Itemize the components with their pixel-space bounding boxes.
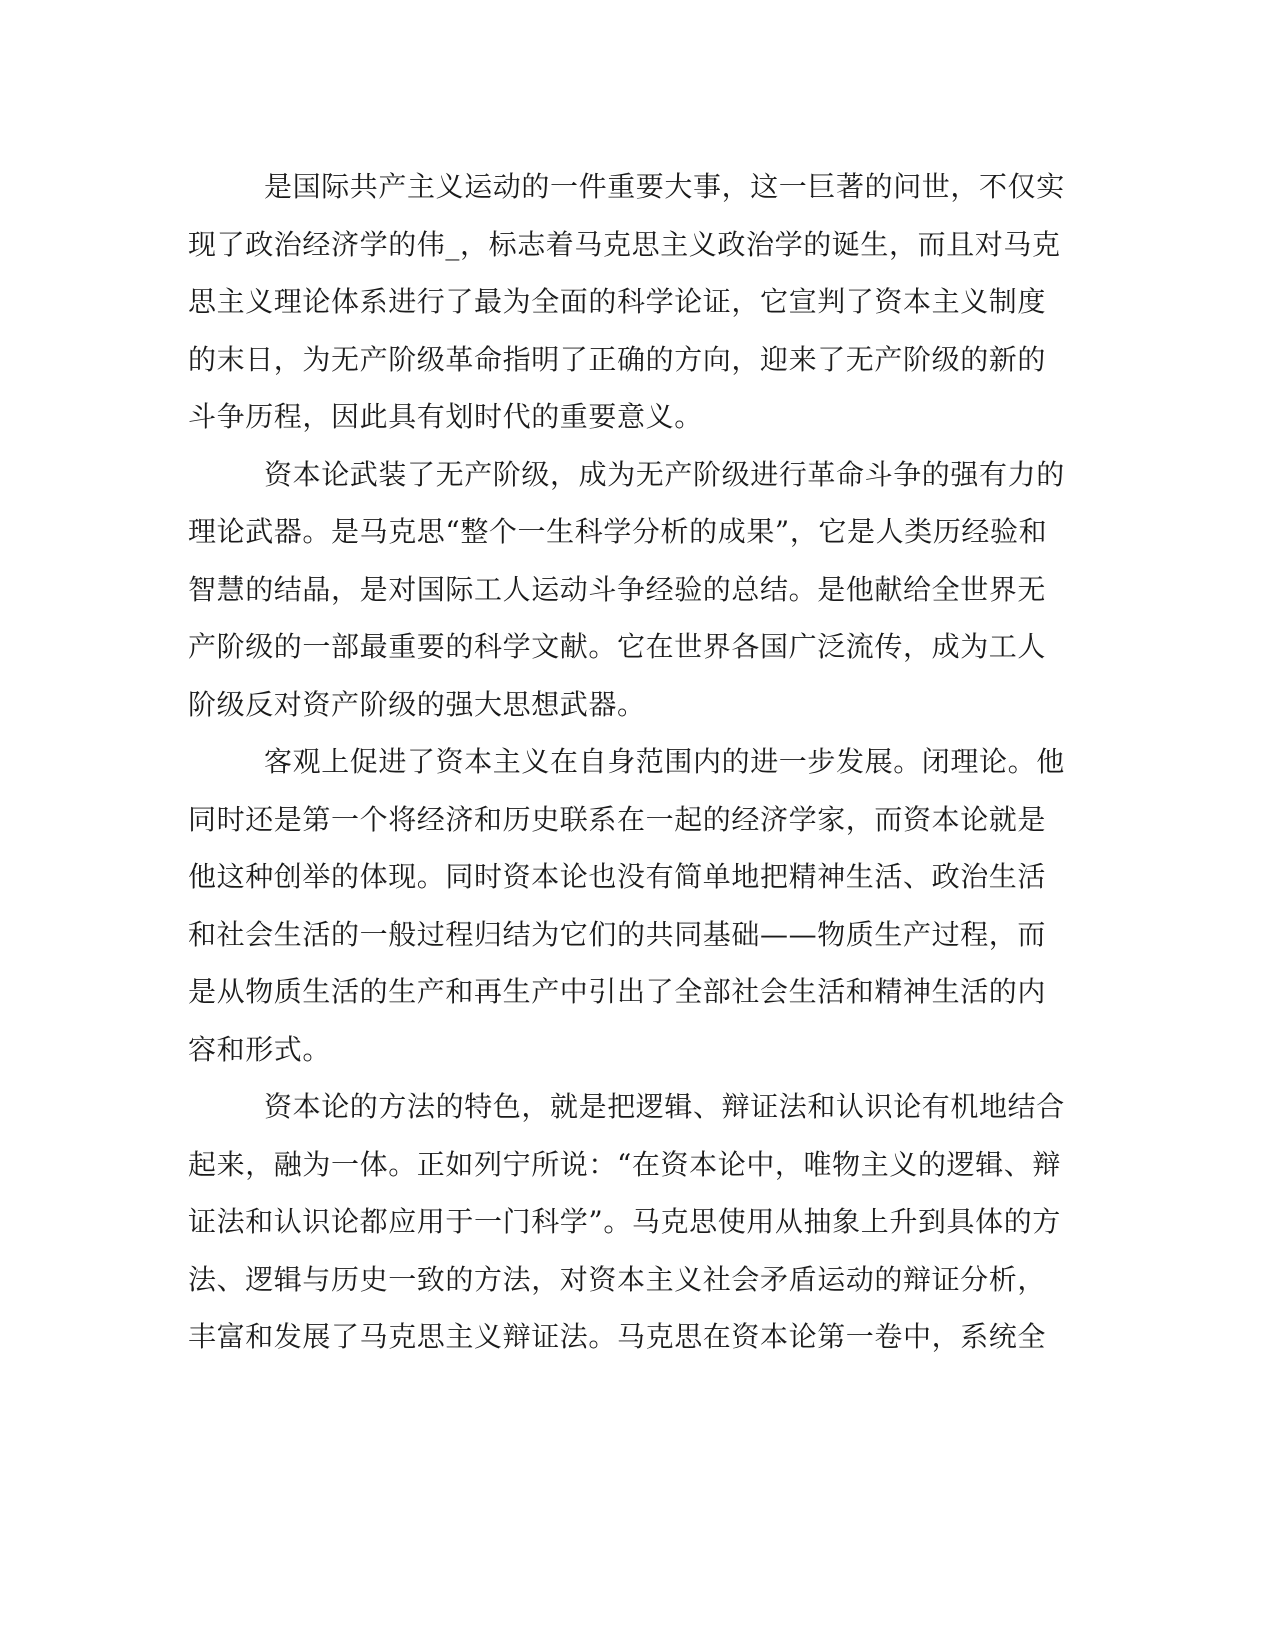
text-line: 的末日，为无产阶级革命指明了正确的方向，迎来了无产阶级的新的	[188, 342, 1047, 376]
text-line: 同时还是第一个将经济和历史联系在一起的经济学家，而资本论就是	[188, 802, 1047, 836]
text-line: 他这种创举的体现。同时资本论也没有简单地把精神生活、政治生活	[188, 860, 1047, 893]
paragraph-2	[188, 446, 1068, 734]
text-line: 思主义理论体系进行了最为全面的科学论证，它宣判了资本主义制度	[188, 285, 1047, 318]
text-line: 和社会生活的一般过程归结为它们的共同基础——物质生产过程，而	[188, 917, 1047, 951]
text-line: 客观上促进了资本主义在自身范围内的进一步发展。闭理论。他	[264, 745, 1065, 778]
text-line: 容和形式。	[188, 1032, 332, 1066]
text-line: 丰富和发展了马克思主义辩证法。马克思在资本论第一卷中，系统全	[188, 1320, 1047, 1353]
text-line: 资本论武装了无产阶级，成为无产阶级进行革命斗争的强有力的	[264, 457, 1065, 491]
text-line: 斗争历程，因此具有划时代的重要意义。	[188, 400, 703, 433]
paragraph-1	[188, 158, 1068, 446]
text-line: 是从物质生活的生产和再生产中引出了全部社会生活和精神生活的内	[188, 975, 1047, 1008]
text-line: 起来，融为一体。正如列宁所说：“在资本论中，唯物主义的逻辑、辩	[188, 1147, 1061, 1181]
document-body	[188, 158, 1068, 1366]
text-line: 资本论的方法的特色，就是把逻辑、辩证法和认识论有机地结合	[264, 1090, 1065, 1123]
text-line: 现了政治经济学的伟_，标志着马克思主义政治学的诞生，而且对马克	[188, 227, 1061, 261]
text-line: 理论武器。是马克思“整个一生科学分析的成果”，它是人类历经验和	[188, 515, 1048, 548]
text-line: 是国际共产主义运动的一件重要大事，这一巨著的问世，不仅实	[264, 170, 1065, 203]
text-line: 产阶级的一部最重要的科学文献。它在世界各国广泛流传，成为工人	[188, 630, 1047, 663]
paragraph-3	[188, 733, 1068, 1078]
text-line: 阶级反对资产阶级的强大思想武器。	[188, 687, 646, 721]
text-line: 智慧的结晶，是对国际工人运动斗争经验的总结。是他献给全世界无	[188, 572, 1047, 606]
text-line: 法、逻辑与历史一致的方法，对资本主义社会矛盾运动的辩证分析，	[188, 1262, 1047, 1296]
text-line: 证法和认识论都应用于一门科学”。马克思使用从抽象上升到具体的方	[188, 1205, 1061, 1238]
paragraph-4	[188, 1078, 1068, 1366]
